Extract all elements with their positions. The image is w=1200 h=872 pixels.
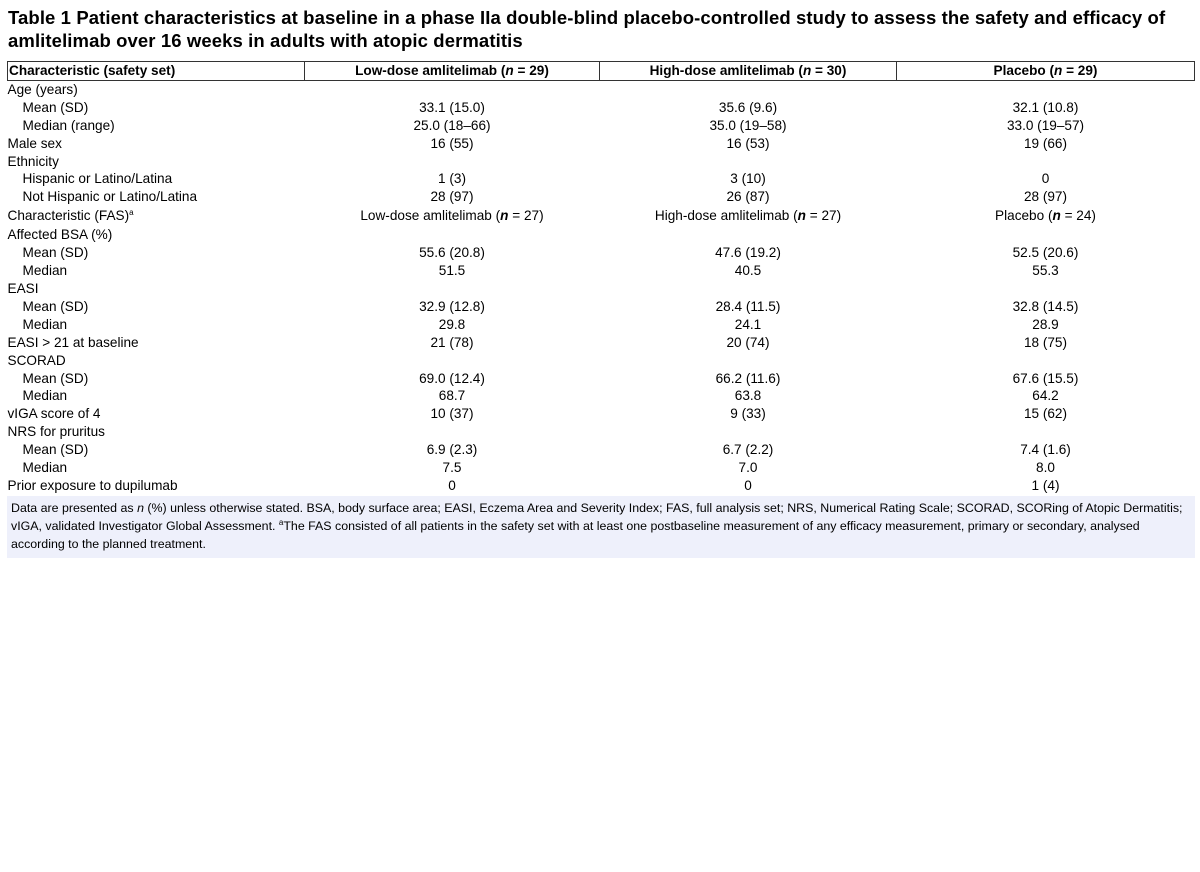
low-dose-value: 16 (55) bbox=[430, 135, 474, 151]
header-low-dose: Low-dose amlitelimab (n = 29) bbox=[305, 62, 600, 81]
table-row bbox=[8, 298, 1195, 316]
row-label: NRS for pruritus bbox=[7, 424, 105, 440]
row-label: Mean (SD) bbox=[22, 298, 89, 314]
high-dose-value: 26 (87) bbox=[726, 189, 770, 205]
table-row bbox=[8, 188, 1195, 206]
row-label: Ethnicity bbox=[7, 153, 59, 169]
table-header-row bbox=[8, 62, 1195, 81]
row-label: Male sex bbox=[7, 135, 62, 151]
placebo-value bbox=[897, 153, 1195, 171]
high-dose-value: 40.5 bbox=[734, 263, 762, 279]
high-dose-value bbox=[600, 80, 897, 98]
table-row bbox=[8, 459, 1195, 477]
low-dose-value bbox=[305, 80, 600, 98]
placebo-value: 28 (97) bbox=[1023, 189, 1068, 205]
high-dose-value: 0 bbox=[744, 477, 752, 493]
high-dose-value: 7.0 bbox=[738, 460, 758, 476]
row-label: Median bbox=[22, 263, 68, 279]
low-dose-value: 68.7 bbox=[438, 388, 466, 404]
table-row bbox=[8, 370, 1195, 388]
low-dose-value: 25.0 (18–66) bbox=[413, 117, 491, 133]
high-dose-value: 20 (74) bbox=[726, 334, 770, 350]
placebo-value: 32.8 (14.5) bbox=[1012, 298, 1079, 314]
low-dose-value: 51.5 bbox=[438, 263, 466, 279]
high-dose-value: 28.4 (11.5) bbox=[715, 298, 781, 314]
low-dose-value bbox=[305, 352, 600, 370]
low-dose-value bbox=[305, 280, 600, 298]
placebo-value: 28.9 bbox=[1032, 316, 1059, 332]
row-label: Prior exposure to dupilumab bbox=[7, 477, 178, 493]
fas-low-dose-label: Low-dose amlitelimab (n = 27) bbox=[360, 208, 544, 224]
high-dose-value bbox=[600, 280, 897, 298]
fas-characteristic-label: Characteristic (FAS)$^a$ bbox=[7, 208, 134, 224]
low-dose-value: 55.6 (20.8) bbox=[419, 245, 485, 261]
row-label: Median bbox=[22, 388, 68, 404]
placebo-value: 0 bbox=[1041, 171, 1050, 187]
high-dose-value: 6.7 (2.2) bbox=[722, 442, 774, 458]
placebo-value bbox=[897, 226, 1195, 244]
low-dose-value: 32.9 (12.8) bbox=[419, 298, 485, 314]
row-label: Not Hispanic or Latino/Latina bbox=[22, 189, 198, 205]
row-label: EASI > 21 at baseline bbox=[7, 334, 139, 350]
patient-characteristics-table bbox=[7, 61, 1195, 495]
high-dose-value bbox=[600, 352, 897, 370]
row-label: Hispanic or Latino/Latina bbox=[22, 171, 173, 187]
placebo-value: 52.5 (20.6) bbox=[1012, 245, 1079, 261]
table-row bbox=[8, 387, 1195, 405]
fas-placebo-label: Placebo (n = 24) bbox=[995, 208, 1096, 224]
low-dose-value: 29.8 bbox=[438, 316, 466, 332]
header-high-dose: High-dose amlitelimab (n = 30) bbox=[600, 62, 897, 81]
placebo-value: 1 (4) bbox=[1031, 477, 1060, 493]
high-dose-value bbox=[600, 423, 897, 441]
row-label: Mean (SD) bbox=[22, 99, 89, 115]
low-dose-value: 28 (97) bbox=[430, 189, 474, 205]
row-label: Median (range) bbox=[22, 117, 115, 133]
table-row bbox=[8, 441, 1195, 459]
placebo-value: 32.1 (10.8) bbox=[1012, 99, 1079, 115]
placebo-value: 64.2 bbox=[1032, 388, 1059, 404]
low-dose-value: 69.0 (12.4) bbox=[419, 370, 485, 386]
placebo-value bbox=[897, 280, 1195, 298]
low-dose-value: 0 bbox=[448, 477, 456, 493]
row-label: Mean (SD) bbox=[22, 245, 89, 261]
high-dose-value: 3 (10) bbox=[730, 171, 766, 187]
placebo-value: 18 (75) bbox=[1023, 334, 1068, 350]
table-row bbox=[8, 262, 1195, 280]
row-label: vIGA score of 4 bbox=[7, 406, 101, 422]
placebo-value: 8.0 bbox=[1036, 460, 1055, 476]
row-label: Median bbox=[22, 316, 68, 332]
low-dose-value: 10 (37) bbox=[430, 406, 474, 422]
low-dose-value bbox=[305, 423, 600, 441]
table-row bbox=[8, 423, 1195, 441]
placebo-value bbox=[897, 423, 1195, 441]
table-row bbox=[8, 334, 1195, 352]
placebo-value: 33.0 (19–57) bbox=[1006, 117, 1085, 133]
table-row bbox=[8, 244, 1195, 262]
fas-high-dose-label: High-dose amlitelimab (n = 27) bbox=[654, 208, 842, 224]
placebo-value: 15 (62) bbox=[1023, 406, 1068, 422]
fas-header-section bbox=[8, 206, 1195, 226]
table-row bbox=[8, 226, 1195, 244]
row-label: EASI bbox=[7, 280, 39, 296]
table-row bbox=[8, 117, 1195, 135]
table-row bbox=[8, 99, 1195, 117]
table-row bbox=[8, 352, 1195, 370]
row-label: SCORAD bbox=[7, 352, 66, 368]
low-dose-value: 7.5 bbox=[442, 460, 462, 476]
placebo-value: 67.6 (15.5) bbox=[1012, 370, 1079, 386]
low-dose-value bbox=[305, 226, 600, 244]
low-dose-value: 6.9 (2.3) bbox=[426, 442, 478, 458]
safety-set-rows bbox=[8, 80, 1195, 206]
placebo-value: 7.4 (1.6) bbox=[1020, 442, 1071, 458]
row-label: Median bbox=[22, 460, 68, 476]
placebo-value bbox=[897, 80, 1195, 98]
low-dose-value: 33.1 (15.0) bbox=[419, 99, 485, 115]
table-row bbox=[8, 135, 1195, 153]
header-characteristic: Characteristic (safety set) bbox=[8, 62, 305, 81]
low-dose-value: 21 (78) bbox=[430, 334, 474, 350]
low-dose-value bbox=[305, 153, 600, 171]
high-dose-value: 9 (33) bbox=[730, 406, 766, 422]
row-label: Age (years) bbox=[7, 81, 78, 97]
placebo-value bbox=[897, 352, 1195, 370]
table-row bbox=[8, 153, 1195, 171]
table-row bbox=[8, 80, 1195, 98]
table-row bbox=[8, 170, 1195, 188]
row-label: Mean (SD) bbox=[22, 370, 89, 386]
table-row bbox=[8, 280, 1195, 298]
high-dose-value: 35.0 (19–58) bbox=[709, 117, 787, 133]
header-placebo: Placebo (n = 29) bbox=[897, 62, 1195, 81]
placebo-value: 19 (66) bbox=[1023, 135, 1068, 151]
row-label: Mean (SD) bbox=[22, 442, 89, 458]
fas-rows bbox=[8, 226, 1195, 495]
fas-header-row bbox=[8, 206, 1195, 226]
high-dose-value: 63.8 bbox=[734, 388, 762, 404]
high-dose-value bbox=[600, 153, 897, 171]
low-dose-value: 1 (3) bbox=[438, 171, 466, 187]
table-row bbox=[8, 477, 1195, 495]
high-dose-value: 16 (53) bbox=[726, 135, 770, 151]
high-dose-value bbox=[600, 226, 897, 244]
placebo-value: 55.3 bbox=[1032, 263, 1059, 279]
row-label: Affected BSA (%) bbox=[7, 227, 113, 243]
table-title: Table 1 Patient characteristics at baseline in a phase IIa double-blind placebo-controlled study to assess the safety and efficacy of amlitelimab over 16 weeks in adults with atopic dermatitis bbox=[8, 7, 1166, 51]
table-footnote: Data are presented as n (%) unless otherwise stated. BSA, body surface area; EASI, Eczema Area and Severity Index; FAS, full analysis set; NRS, Numerical Rating Scale; SCORAD, SCORing of Atopic Dermatitis; vIGA, validated Investigator Global Assessment. $^a$The FAS consisted of all patients in the safety set with at least one postbaseline measurement of any efficacy measurement, primary or secondary, analysed according to the planned treatment. bbox=[7, 496, 1195, 558]
high-dose-value: 66.2 (11.6) bbox=[715, 370, 781, 386]
table-row bbox=[8, 316, 1195, 334]
high-dose-value: 24.1 bbox=[734, 316, 762, 332]
table-row bbox=[8, 405, 1195, 423]
high-dose-value: 35.6 (9.6) bbox=[718, 99, 778, 115]
high-dose-value: 47.6 (19.2) bbox=[715, 245, 781, 261]
